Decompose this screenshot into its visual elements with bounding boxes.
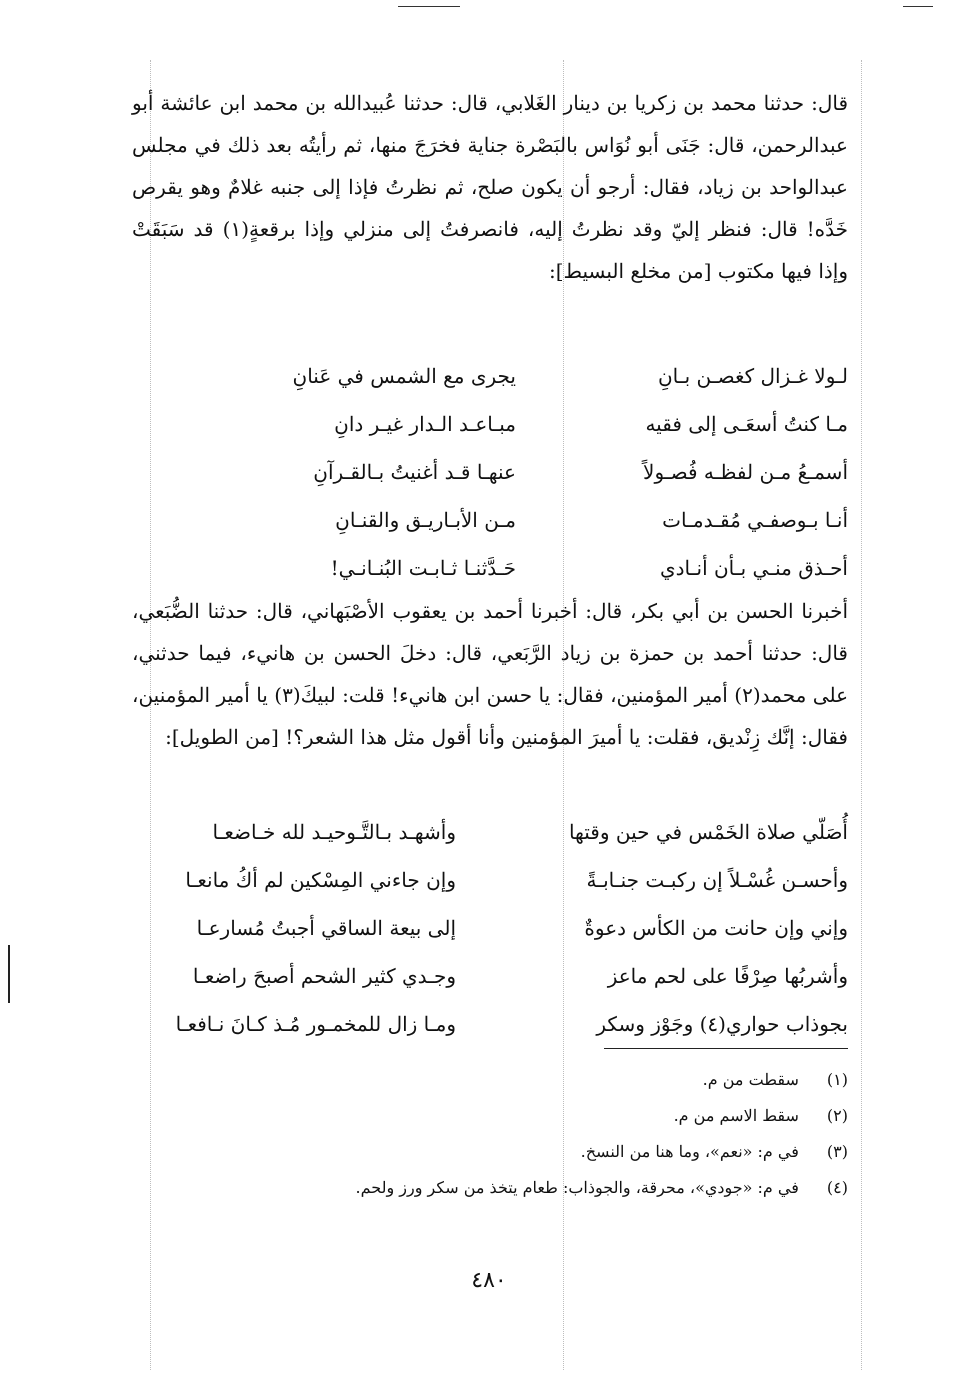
hemistich-first: أسمـعُ مـن لفظـه فُصـولاً xyxy=(643,460,848,484)
poem-1 xyxy=(132,352,848,592)
footnote-text: في م: «جودي»، محرقة، والجوذاب: طعام يتخذ من سكر ورز ولحم. xyxy=(355,1178,799,1197)
verse-line xyxy=(132,808,848,856)
verse-line xyxy=(132,952,848,1000)
footnote xyxy=(132,1134,848,1170)
verse-line xyxy=(132,400,848,448)
hemistich-second: وجـدي كثير الشحم أصبحَ راضعـا xyxy=(192,964,456,988)
footnote-text: سقطت من م. xyxy=(702,1070,799,1089)
verse-line xyxy=(132,1000,848,1048)
prose-paragraph-2 xyxy=(132,590,848,758)
margin-mark xyxy=(8,945,10,1003)
verse-line xyxy=(132,448,848,496)
hemistich-second: مبـاعـد الـدار غيـر دانِ xyxy=(334,412,516,436)
page-number: ٤٨٠ xyxy=(471,1268,507,1293)
prose-paragraph-1 xyxy=(132,82,848,292)
hemistich-first: أُصَلّي صلاة الخَمْس في حين وقتها xyxy=(568,820,848,844)
hemistich-first: وأشربُها صِرْفًا على لحم ماعز xyxy=(607,964,848,988)
footnote-number: (٤) xyxy=(826,1178,848,1197)
paragraph-text: أخبرنا الحسن بن أبي بكر، قال: أخبرنا أحمد بن يعقوب الأصْبَهاني، قال: حدثنا الضُّبَعي، قال: حدثنا أحمد بن حمزة بن زياد الرَّبَعي، قال: دخلَ الحسن بن هانيء، فيما حدثني، على محمد(٢) أمير المؤمنين، فقال: يا حسن ابن هانيء! قلت: لبيكَ(٣) يا أمير المؤمنين، فقال: إنَّك زِنْديق، فقلت: يا أميرَ المؤمنين وأنا أقول مثل هذا الشعر؟! [من الطويل]: xyxy=(132,599,849,749)
hemistich-first: وأحسـن غُسْـلاً إن ركبـت جنـابـةً xyxy=(586,868,848,892)
hemistich-first: بجوذاب حواري(٤) وجَوْز وسكر xyxy=(596,1012,848,1036)
hemistich-second: حَـدَّثنـا ثـابـت البُنـانـي! xyxy=(330,556,516,580)
paragraph-text: قال: حدثنا محمد بن زكريا بن دينار الغَلابي، قال: حدثنا عُبيدالله بن محمد ابن عائشة أبو عبدالرحمن، قال: جَنَى أبو نُوَاس بالبَصْرة جناية فخرَجَ منها، ثم رأيتُه بعد ذلك في مجلس عبدالواحد بن زياد، فقال: أرجو أن يكون صلح، ثم نظرتُ فإذا إلى جنبه غلامٌ وهو يقرص خَدَّه! قال: فنظر إليّ وقد نظرتُ إليه، فانصرفتُ إلى منزلي وإذا برقعةٍ(١) قد سَبَقَتْ وإذا فيها مكتوب [من مخلع البسيط]: xyxy=(132,91,849,283)
verse-line xyxy=(132,856,848,904)
verse-line xyxy=(132,496,848,544)
top-rule xyxy=(398,6,460,7)
fold-mark xyxy=(861,60,862,1370)
hemistich-first: لـولا غـزال كغصـن بـانِ xyxy=(657,364,848,388)
verse-line xyxy=(132,544,848,592)
poem-2 xyxy=(132,808,848,1048)
footnote-text: سقط الاسم من م. xyxy=(673,1106,799,1125)
footnote-number: (٢) xyxy=(826,1106,848,1125)
footnote xyxy=(132,1062,848,1098)
footnote-number: (٣) xyxy=(826,1142,848,1161)
hemistich-second: ومـا زال للمخمـور مُـذ كـانَ نـافعـا xyxy=(175,1012,456,1036)
hemistich-second: يجرى مع الشمس في عَنانِ xyxy=(292,364,516,388)
hemistich-second: وأشهـد بـالتَّـوحيـد لله خـاضعـا xyxy=(212,820,456,844)
footnote xyxy=(132,1170,848,1206)
hemistich-first: أحـذق منـي بـأن أنـادي xyxy=(660,556,848,580)
verse-line xyxy=(132,352,848,400)
footnote-text: في م: «نعم»، وما هنا من النسخ. xyxy=(580,1142,799,1161)
footnotes xyxy=(132,1062,848,1206)
hemistich-second: وإن جاءني المِسْكين لم أكُ مانعـا xyxy=(185,868,456,892)
top-rule xyxy=(903,6,933,7)
hemistich-second: إلى بيعة الساقي أجبتُ مُسارعـا xyxy=(196,916,456,940)
hemistich-first: وإني وإن حانت من الكأس دعوةٌ xyxy=(584,916,848,940)
footnote xyxy=(132,1098,848,1134)
hemistich-second: عنهـا قـد أغنيتُ بـالقـرآنِ xyxy=(313,460,516,484)
footnote-number: (١) xyxy=(826,1070,848,1089)
hemistich-first: مـا كنتُ أسعَـى إلى فقيه xyxy=(645,412,848,436)
hemistich-first: أنـا بـوصفـي مُقـدمـات xyxy=(662,508,848,532)
hemistich-second: مـن الأبـاريـق والقنـانِ xyxy=(335,508,516,532)
footnote-separator xyxy=(604,1048,848,1049)
verse-line xyxy=(132,904,848,952)
